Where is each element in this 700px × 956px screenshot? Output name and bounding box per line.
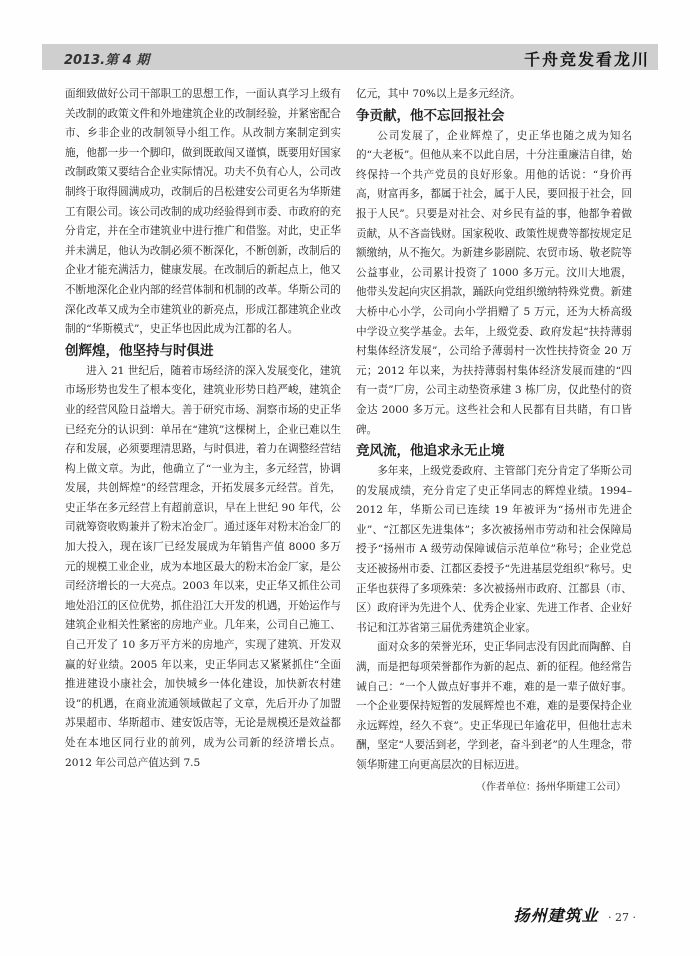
page-number: · 27 · — [608, 911, 636, 924]
section-heading: 创辉煌，他坚持与时俱进 — [65, 342, 214, 359]
section-heading: 竞风流，他追求永无止境 — [356, 443, 505, 460]
paragraph: 公司发展了，企业辉煌了，史正华也随之成为知名的“大老板”。但他从来不以此自居，十分注重廉洁自律，始终保持一个共产党员的良好形象。用他的话说：“身价再高，财富再多，都属于社会，属于人民，要回报于社会，回报于人民”。只要是对社会、对乡民有益的事，他都争着做贡献，从不吝啬钱财。国家税收、政策性规费等都按规定足额缴纳，从不拖欠。为新建乡影剧院、农贸市场、敬老院等公益事业，公司累计投资了 1000 多万元。汶川大地震，他带头发起向灾区捐款，踊跃向党组织缴纳特殊党费。新建大桥中心小学，公司向小学捐赠了 5 万元，还为大桥高级中学设立奖学基金。去年，上级党委、政府发起“扶持薄弱村集体经济发展”，公司给予薄弱村一次性扶持资金 20 万元；2012 年以来，为扶持薄弱村集体经济发展而建的“四有一责”厂房，公司主动垫资承建 3 栋厂房，仅此垫付的资金达 2000 多万元。这些社会和人民都有目共睹，有口皆碑。 — [356, 129, 632, 436]
paragraph: 进入 21 世纪后，随着市场经济的深入发展变化，建筑市场形势也发生了根本变化，建筑业形势日趋严峻，建筑企业的经营风险日益增大。善于研究市场、洞察市场的史正华已经充分的认识到：单吊在“建筑”这棵树上，企业已难以生存和发展，必须要理清思路，与时俱进，着力在调整经营结构上做文章。为此，他确立了“一业为主，多元经营，协调发展，共创辉煌”的经营理念，开拓发展多元经营。首先，史正华在多元经营上有超前意识，早在上世纪 90 年代，公司就筹资收购兼并了粉末冶金厂。通过逐年对粉末冶金厂的加大投入，现在该厂已经发展成为年销售产值 8000 多万元的规模工业企业，成为本地区最大的粉末冶金厂家，是公司经济增长的一大亮点。2003 年以来，史正华又抓住公司地处沿江的区位优势，抓住沿江大开发的机遇，开始运作与建筑企业相关性紧密的房地产业。几年来，公司自己施工、自己开发了 10 多万平方米的房地产，实现了建筑、开发双赢的好业绩。2005 年以来，史正华同志又紧紧抓住“全面推进建设小康社会，加快城乡一体化建设，加快新农村建设”的机遇，在商业流通领域做起了文章，先后开办了加盟苏果超市、华斯超市、建安饭店等，无论是规模还是效益都处在本地区同行业的前列，成为公司新的经济增长点。2012 年公司总产值达到 7.5 — [65, 364, 341, 769]
section-heading: 争贡献，他不忘回报社会 — [356, 107, 505, 124]
paragraph: 面对众多的荣誉光环，史正华同志没有因此而陶醉、自满，而是把每项荣誉都作为新的起点、新的征程。他经常告诫自己：“一个人做点好事并不难，难的是一辈子做好事。一个企业要保持短暂的发展辉煌也不难，难的是要保持企业永远辉煌，经久不衰”。史正华现已年逾花甲，但他壮志未酬，坚定“人要活到老，学到老，奋斗到老”的人生理念，带领华斯建工向更高层次的目标迈进。 — [356, 641, 632, 771]
page-footer — [514, 903, 637, 926]
column-title: 千舟竞发看龙川 — [523, 50, 650, 69]
paragraph: 亿元，其中 70%以上是多元经济。 — [356, 88, 521, 100]
issue-label: 2013.第 4 期 — [64, 53, 150, 68]
paragraph: 多年来，上级党委政府、主管部门充分肯定了华斯公司的发展成绩，充分肯定了史正华同志的辉煌业绩。1994–2012 年，华斯公司已连续 19 年被评为“扬州市先进企业”、“江都区先进集体”；多次被扬州市劳动和社会保障局授予“扬州市 A 级劳动保障诚信示范单位”称号；企业党总支还被扬州市委、江都区委授予“先进基层党组织”称号。史正华也获得了多项殊荣：多次被扬州市政府、江都县（市、区）政府评为先进个人、优秀企业家、先进工作者、企业好书记和江苏省第三届优秀建筑企业家。 — [356, 465, 632, 634]
paragraph: 面细致做好公司干部职工的思想工作，一面认真学习上级有关改制的政策文件和外地建筑企业的改制经验，并紧密配合市、乡非企业的改制领导小组工作。从改制方案制定到实施，他都一步一个脚印，做到既敢闯又谨慎，既要用好国家改制政策又要结合企业实际情况。功夫不负有心人，公司改制终于取得圆满成功，改制后的吕松建安公司更名为华斯建工有限公司。该公司改制的成功经验得到市委、市政府的充分肯定，并在全市建筑业中进行推广和借鉴。对此，史正华并未满足，他认为改制必须不断深化，不断创新，改制后的企业才能充满活力，健康发展。在改制后的新起点上，他又不断地深化企业内部的经营体制和机制的改革。华斯公司的深化改革又成为全市建筑业的新亮点，形成江都建筑企业改制的“华斯模式”，史正华也因此成为江都的名人。 — [65, 88, 341, 336]
left-column — [65, 85, 341, 773]
magazine-logo: 扬州建筑业 — [513, 906, 599, 925]
page-header — [42, 44, 658, 70]
right-column — [356, 85, 632, 797]
author-note: （作者单位：扬州华斯建工公司） — [476, 781, 626, 793]
